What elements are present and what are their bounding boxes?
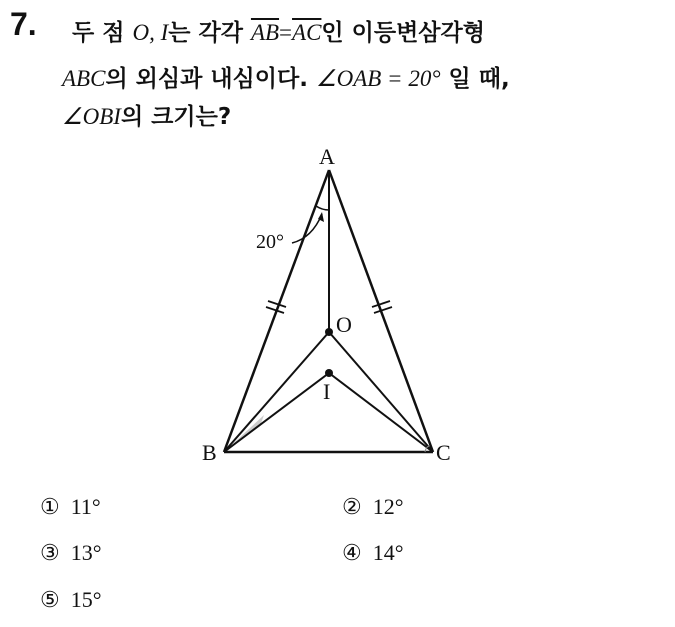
q1-text-a: 두 점 [72, 20, 125, 46]
q2-text-b: 의 외심과 내심이다. [105, 66, 308, 92]
q1-points: O, I [132, 20, 169, 45]
choice-1[interactable] [40, 494, 101, 520]
triangle-name: ABC [62, 66, 106, 91]
segment-ac: $\overline{AC}$ [292, 20, 322, 45]
choice-4-text: 14° [372, 540, 404, 565]
label-c: C [436, 440, 451, 465]
label-angle-20: 20° [256, 231, 284, 253]
choice-5[interactable] [40, 587, 102, 613]
choice-5-text: 15° [70, 587, 102, 612]
point-i [325, 369, 333, 377]
tick-marks-ab [266, 301, 286, 313]
choice-1-text: 11° [70, 494, 101, 519]
label-b: B [202, 440, 217, 465]
q1-text-c: 는 각각 [168, 20, 243, 46]
angle-obi: ∠OBI [62, 104, 121, 129]
segment-ob [224, 332, 329, 452]
choice-2[interactable] [342, 494, 404, 520]
angle-arc-a [316, 206, 329, 210]
choice-2-mark: ② [342, 494, 362, 519]
choice-2-text: 12° [372, 494, 404, 519]
choice-3-mark: ③ [40, 540, 60, 565]
label-a: A [319, 144, 335, 169]
question-number: 7. [10, 6, 37, 42]
segment-oc [329, 332, 433, 452]
tick-marks-ac [372, 301, 392, 313]
choice-3-text: 13° [70, 540, 102, 565]
angle-oab: ∠OAB = 20° [315, 66, 441, 91]
q3-text-b: 의 크기는? [120, 104, 232, 130]
label-i: I [323, 379, 331, 404]
label-o: O [336, 312, 352, 337]
segment-ab: $\overline{AB}$ [250, 20, 280, 45]
equals-sign: = [279, 20, 293, 45]
choice-4-mark: ④ [342, 540, 362, 565]
choice-4[interactable] [342, 540, 404, 566]
choice-1-mark: ① [40, 494, 60, 519]
choice-3[interactable] [40, 540, 102, 566]
q2-text-d: 일 때, [448, 66, 510, 92]
point-o [325, 328, 333, 336]
q1-text-g: 인 이등변삼각형 [321, 20, 485, 46]
choice-5-mark: ⑤ [40, 587, 60, 612]
